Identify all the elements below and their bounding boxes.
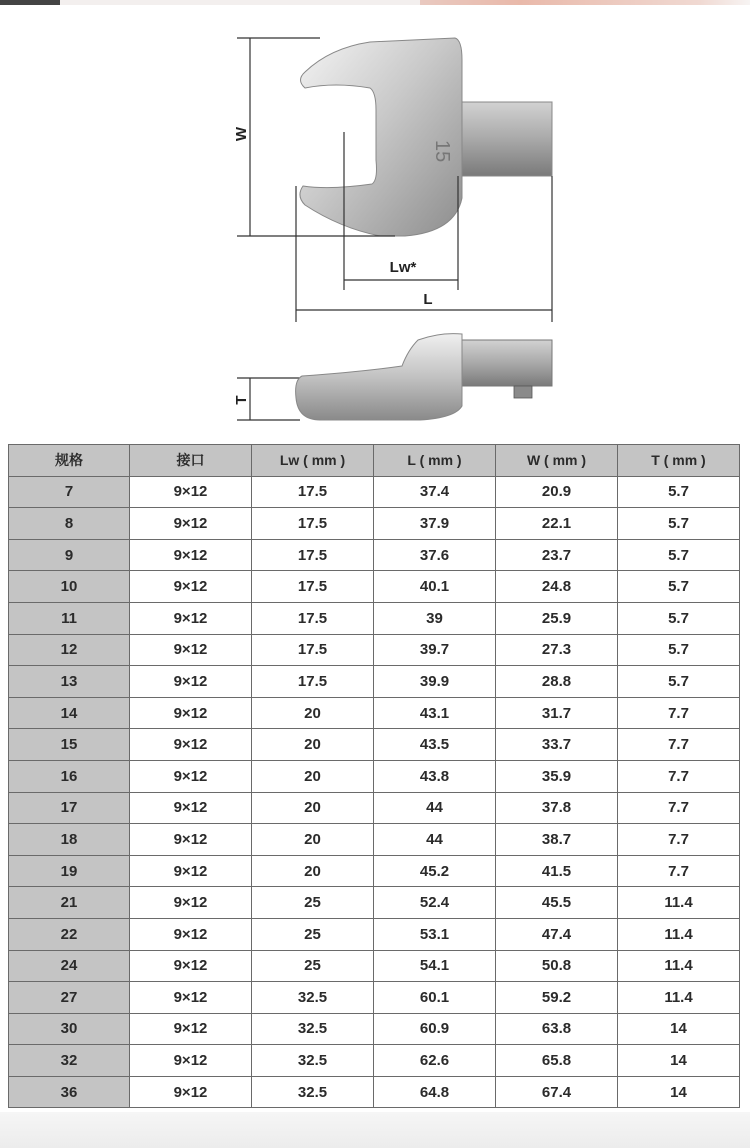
table-cell: 17.5 xyxy=(252,476,374,508)
table-row xyxy=(9,602,740,634)
table-cell: 9×12 xyxy=(130,571,252,603)
table-row xyxy=(9,918,740,950)
header-t: T ( mm ) xyxy=(618,445,740,477)
table-cell: 5.7 xyxy=(618,508,740,540)
table-cell: 22.1 xyxy=(496,508,618,540)
table-cell: 37.9 xyxy=(374,508,496,540)
table-cell: 35.9 xyxy=(496,760,618,792)
dim-label-lw: Lw* xyxy=(389,259,417,276)
table-cell: 39.7 xyxy=(374,634,496,666)
table-cell: 7 xyxy=(9,476,130,508)
table-cell: 9×12 xyxy=(130,792,252,824)
table-cell: 5.7 xyxy=(618,571,740,603)
table-cell: 5.7 xyxy=(618,602,740,634)
table-row xyxy=(9,760,740,792)
wrench-head-diagram xyxy=(0,0,750,440)
table-cell: 11.4 xyxy=(618,887,740,919)
table-row xyxy=(9,982,740,1014)
table-cell: 9×12 xyxy=(130,602,252,634)
table-row xyxy=(9,855,740,887)
table-cell: 28.8 xyxy=(496,666,618,698)
table-cell: 9×12 xyxy=(130,729,252,761)
table-cell: 9×12 xyxy=(130,697,252,729)
table-cell: 23.7 xyxy=(496,539,618,571)
table-cell: 33.7 xyxy=(496,729,618,761)
table-cell: 9×12 xyxy=(130,760,252,792)
table-cell: 17.5 xyxy=(252,634,374,666)
table-cell: 44 xyxy=(374,792,496,824)
table-cell: 17.5 xyxy=(252,666,374,698)
table-cell: 45.2 xyxy=(374,855,496,887)
table-cell: 5.7 xyxy=(618,666,740,698)
table-row xyxy=(9,950,740,982)
table-cell: 7.7 xyxy=(618,729,740,761)
table-cell: 9×12 xyxy=(130,855,252,887)
dim-label-l: L xyxy=(423,291,433,308)
header-interface: 接口 xyxy=(130,445,252,477)
table-cell: 24.8 xyxy=(496,571,618,603)
table-cell: 67.4 xyxy=(496,1076,618,1108)
wrench-side-view xyxy=(296,334,552,420)
table-cell: 27 xyxy=(9,982,130,1014)
table-cell: 52.4 xyxy=(374,887,496,919)
table-cell: 32.5 xyxy=(252,982,374,1014)
table-cell: 39 xyxy=(374,602,496,634)
table-cell: 25 xyxy=(252,887,374,919)
table-cell: 17.5 xyxy=(252,508,374,540)
table-cell: 9×12 xyxy=(130,1013,252,1045)
table-cell: 27.3 xyxy=(496,634,618,666)
table-row xyxy=(9,571,740,603)
table-cell: 11 xyxy=(9,602,130,634)
table-cell: 9×12 xyxy=(130,918,252,950)
table-cell: 38.7 xyxy=(496,824,618,856)
square-tang-top-view xyxy=(455,102,552,176)
table-cell: 63.8 xyxy=(496,1013,618,1045)
table-cell: 5.7 xyxy=(618,476,740,508)
table-cell: 7.7 xyxy=(618,792,740,824)
table-cell: 9×12 xyxy=(130,950,252,982)
table-cell: 32 xyxy=(9,1045,130,1077)
table-cell: 37.8 xyxy=(496,792,618,824)
table-cell: 9×12 xyxy=(130,982,252,1014)
dim-label-w: W xyxy=(233,126,250,142)
table-cell: 31.7 xyxy=(496,697,618,729)
table-cell: 13 xyxy=(9,666,130,698)
table-row xyxy=(9,634,740,666)
table-cell: 9×12 xyxy=(130,634,252,666)
table-cell: 19 xyxy=(9,855,130,887)
table-row xyxy=(9,887,740,919)
table-cell: 14 xyxy=(618,1013,740,1045)
table-cell: 40.1 xyxy=(374,571,496,603)
table-row xyxy=(9,1013,740,1045)
table-cell: 17 xyxy=(9,792,130,824)
table-cell: 20 xyxy=(252,855,374,887)
dim-label-t: T xyxy=(233,395,250,405)
table-cell: 24 xyxy=(9,950,130,982)
table-cell: 64.8 xyxy=(374,1076,496,1108)
table-cell: 9×12 xyxy=(130,824,252,856)
table-row xyxy=(9,697,740,729)
table-row xyxy=(9,824,740,856)
table-cell: 17.5 xyxy=(252,571,374,603)
bottom-strip xyxy=(0,1112,750,1148)
table-cell: 9 xyxy=(9,539,130,571)
table-cell: 7.7 xyxy=(618,760,740,792)
table-cell: 32.5 xyxy=(252,1045,374,1077)
table-cell: 20 xyxy=(252,729,374,761)
table-cell: 9×12 xyxy=(130,1076,252,1108)
header-w: W ( mm ) xyxy=(496,445,618,477)
table-header-row xyxy=(9,445,740,477)
table-cell: 54.1 xyxy=(374,950,496,982)
table-cell: 20 xyxy=(252,760,374,792)
table-cell: 16 xyxy=(9,760,130,792)
table-cell: 32.5 xyxy=(252,1076,374,1108)
table-cell: 43.8 xyxy=(374,760,496,792)
size-stamp: 15 xyxy=(431,140,453,163)
table-row xyxy=(9,792,740,824)
table-row xyxy=(9,666,740,698)
table-cell: 15 xyxy=(9,729,130,761)
table-cell: 9×12 xyxy=(130,476,252,508)
table-cell: 32.5 xyxy=(252,1013,374,1045)
table-cell: 7.7 xyxy=(618,855,740,887)
wrench-jaw-top-view xyxy=(300,38,462,236)
table-cell: 43.1 xyxy=(374,697,496,729)
table-cell: 36 xyxy=(9,1076,130,1108)
table-cell: 21 xyxy=(9,887,130,919)
table-cell: 45.5 xyxy=(496,887,618,919)
table-cell: 17.5 xyxy=(252,539,374,571)
table-cell: 53.1 xyxy=(374,918,496,950)
table-cell: 20 xyxy=(252,792,374,824)
table-cell: 5.7 xyxy=(618,539,740,571)
table-cell: 20.9 xyxy=(496,476,618,508)
table-cell: 25.9 xyxy=(496,602,618,634)
table-cell: 9×12 xyxy=(130,539,252,571)
table-cell: 20 xyxy=(252,697,374,729)
table-cell: 5.7 xyxy=(618,634,740,666)
table-cell: 7.7 xyxy=(618,824,740,856)
table-row xyxy=(9,1045,740,1077)
table-cell: 11.4 xyxy=(618,950,740,982)
spec-table xyxy=(8,444,740,1108)
table-cell: 39.9 xyxy=(374,666,496,698)
table-cell: 7.7 xyxy=(618,697,740,729)
table-cell: 9×12 xyxy=(130,508,252,540)
table-cell: 20 xyxy=(252,824,374,856)
table-row xyxy=(9,539,740,571)
table-cell: 14 xyxy=(618,1045,740,1077)
table-cell: 18 xyxy=(9,824,130,856)
table-cell: 9×12 xyxy=(130,1045,252,1077)
table-cell: 11.4 xyxy=(618,982,740,1014)
table-cell: 12 xyxy=(9,634,130,666)
table-cell: 62.6 xyxy=(374,1045,496,1077)
header-lw: Lw ( mm ) xyxy=(252,445,374,477)
table-cell: 10 xyxy=(9,571,130,603)
table-cell: 9×12 xyxy=(130,666,252,698)
table-cell: 8 xyxy=(9,508,130,540)
table-cell: 25 xyxy=(252,950,374,982)
table-cell: 37.4 xyxy=(374,476,496,508)
table-cell: 30 xyxy=(9,1013,130,1045)
table-row xyxy=(9,1076,740,1108)
table-cell: 22 xyxy=(9,918,130,950)
table-cell: 65.8 xyxy=(496,1045,618,1077)
table-cell: 44 xyxy=(374,824,496,856)
table-cell: 25 xyxy=(252,918,374,950)
table-cell: 50.8 xyxy=(496,950,618,982)
table-cell: 47.4 xyxy=(496,918,618,950)
table-row xyxy=(9,508,740,540)
table-cell: 14 xyxy=(618,1076,740,1108)
table-cell: 17.5 xyxy=(252,602,374,634)
table-cell: 11.4 xyxy=(618,918,740,950)
table-cell: 60.9 xyxy=(374,1013,496,1045)
table-cell: 59.2 xyxy=(496,982,618,1014)
header-spec: 规格 xyxy=(9,445,130,477)
table-cell: 43.5 xyxy=(374,729,496,761)
table-row xyxy=(9,729,740,761)
table-cell: 37.6 xyxy=(374,539,496,571)
table-cell: 60.1 xyxy=(374,982,496,1014)
table-row xyxy=(9,476,740,508)
header-l: L ( mm ) xyxy=(374,445,496,477)
table-cell: 9×12 xyxy=(130,887,252,919)
table-cell: 14 xyxy=(9,697,130,729)
table-cell: 41.5 xyxy=(496,855,618,887)
spec-table-body xyxy=(9,476,740,1108)
